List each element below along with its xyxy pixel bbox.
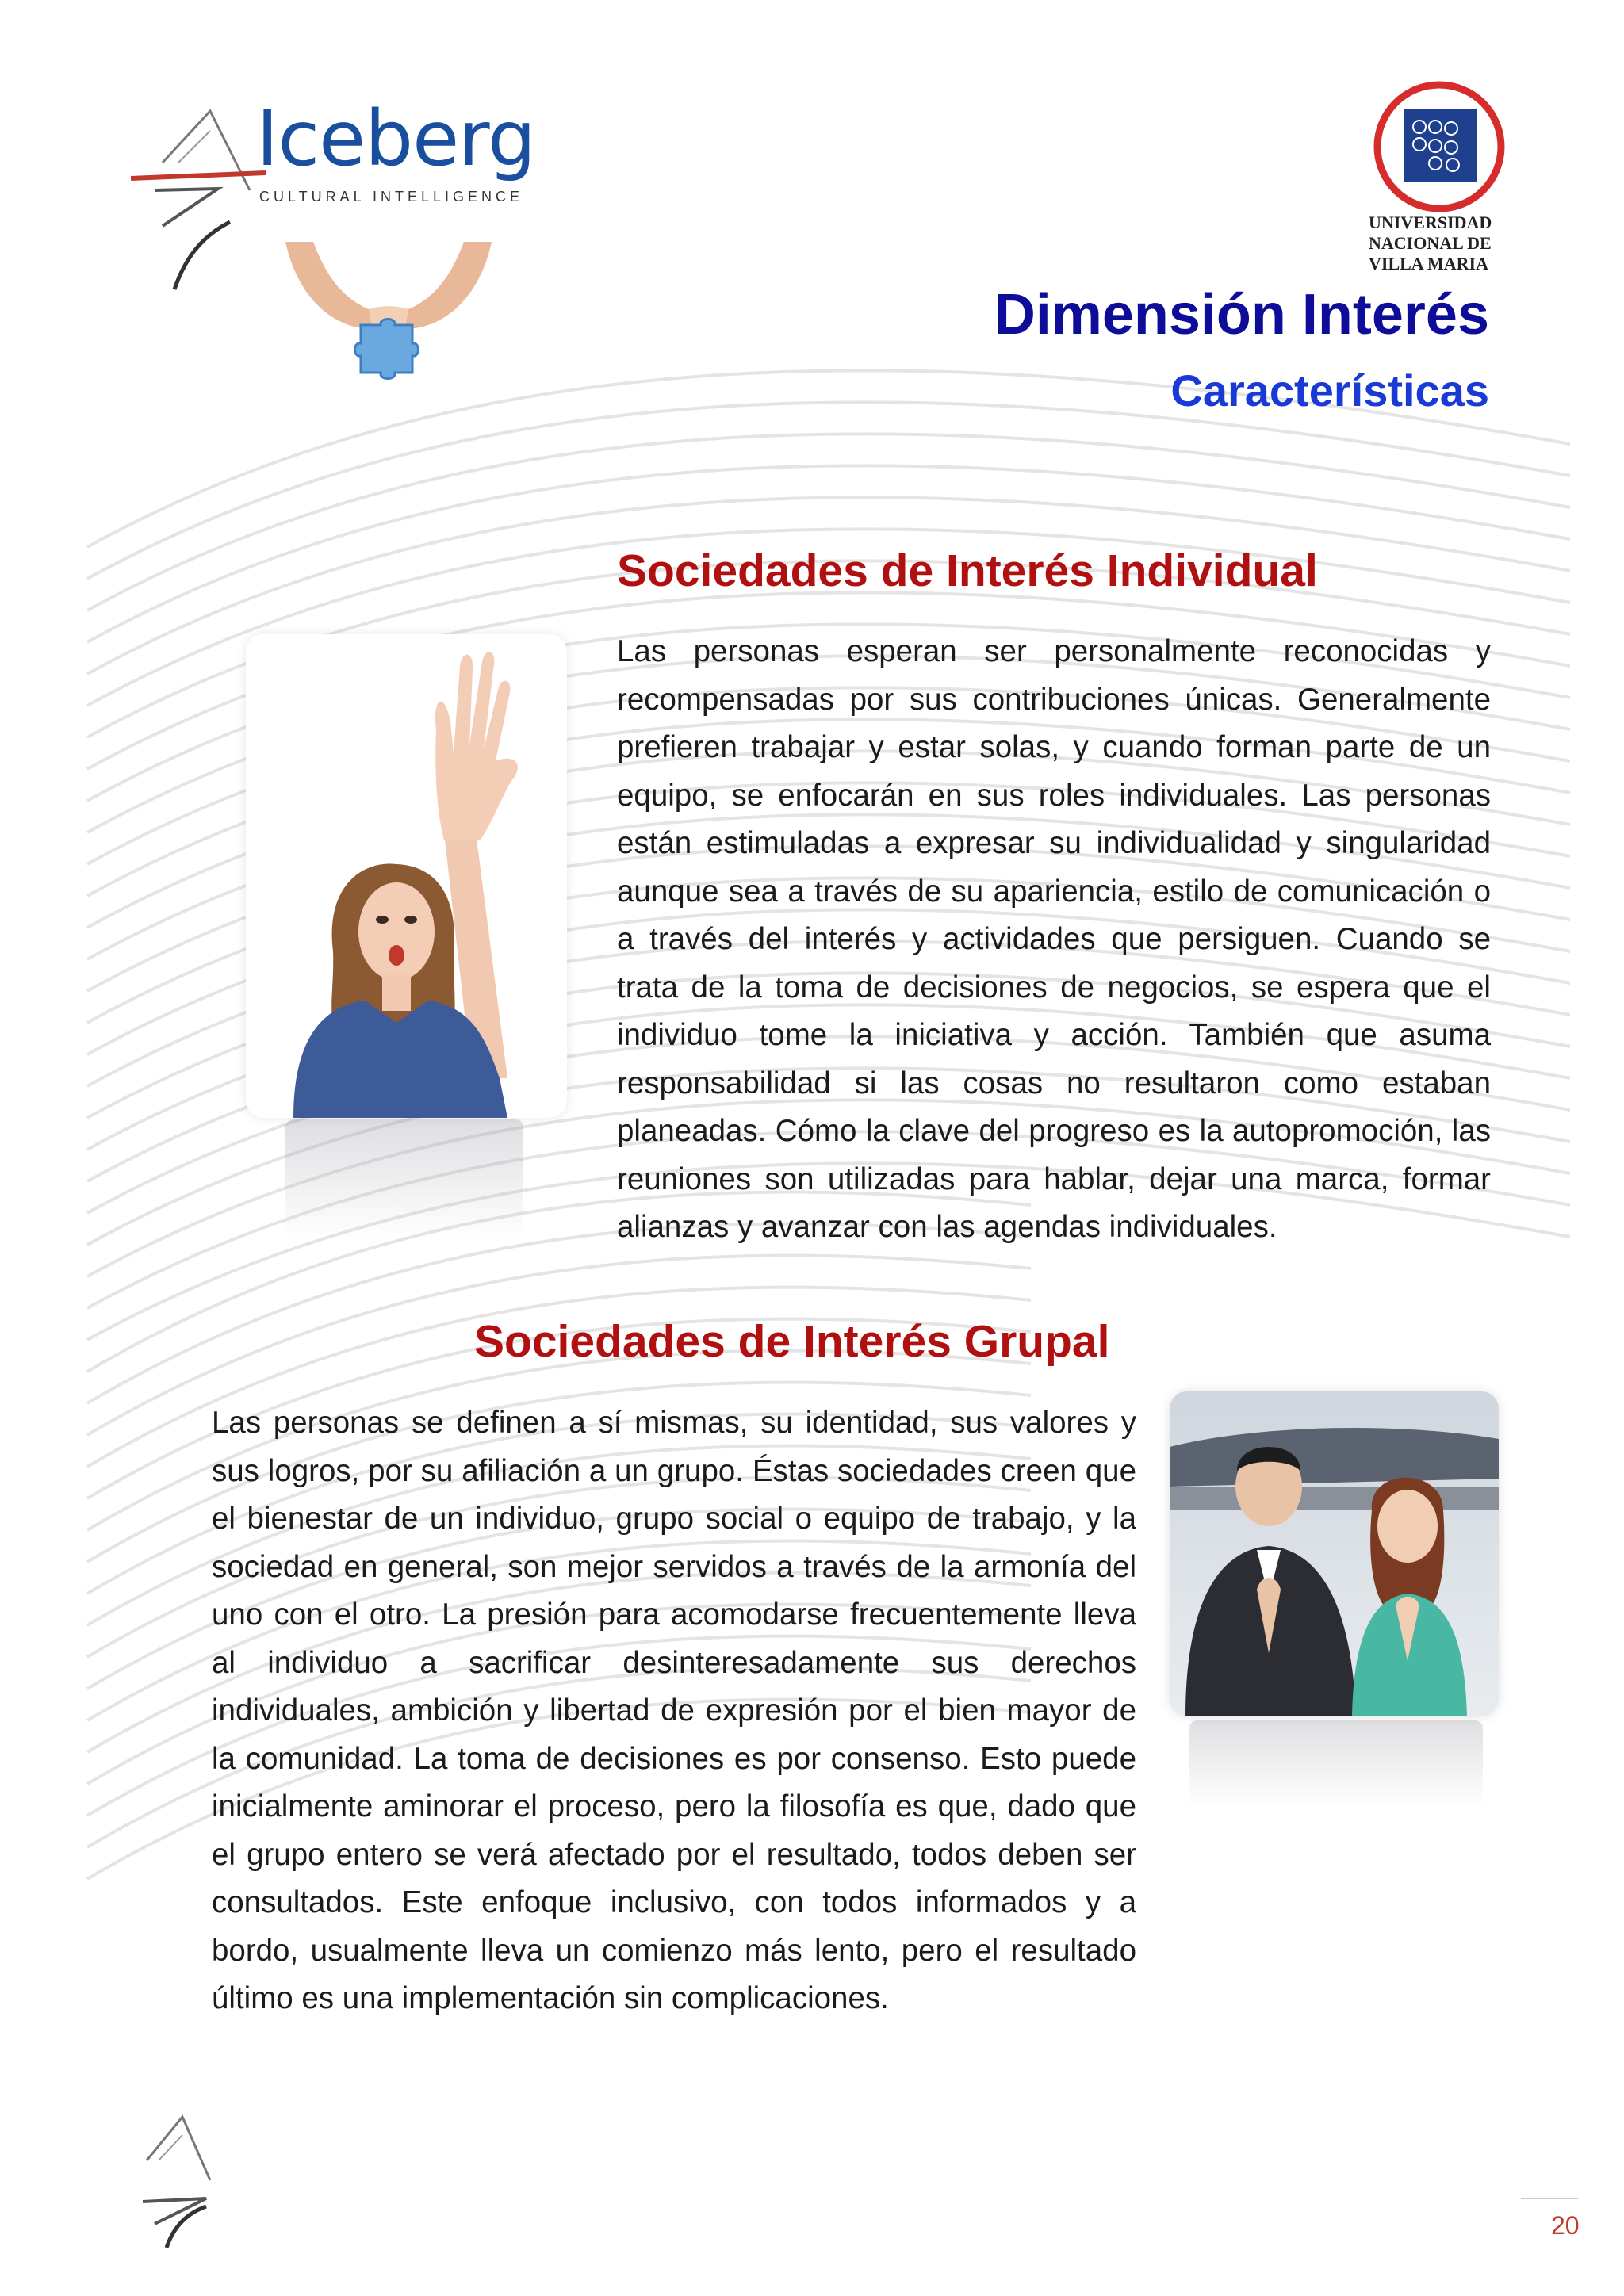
image-reflection: [1189, 1720, 1483, 1808]
image-reflection: [285, 1119, 523, 1238]
section-body-individual: Las personas esperan ser personalmente reconocidas y recompensadas por sus contribuciones únicas. Generalmente prefieren trabajar y estar solas, y cuando forman parte de un equipo, se enfocarán en sus roles individuales. Las personas están estimuladas a expresar su individualidad y singularidad aunque sea a través de su apariencia, estilo de comunicación o a través del interés y actividades que persiguen. Cuando se trata de la toma de decisiones de negocios, se espera que el individuo tome la iniciativa y acción. También que asuma responsabilidad si las cosas no resultaron como estaban planeadas. Cómo la clave del progreso es la autopromoción, las reuniones son utilizadas para hablar, dejar una marca, formar alianzas y avanzar con las agendas individuales.: [617, 634, 1491, 1244]
university-line: UNIVERSIDAD: [1369, 212, 1492, 232]
page-subtitle: Características: [1170, 365, 1489, 415]
university-seal-icon: [1372, 79, 1507, 214]
university-name: [1369, 212, 1519, 274]
iceberg-mark-icon: [131, 95, 266, 301]
section-heading-individual: Sociedades de Interés Individual: [617, 545, 1318, 596]
section-heading-group: Sociedades de Interés Grupal: [474, 1316, 1110, 1367]
puzzle-piece-icon: [355, 320, 419, 379]
hand-puzzle-illustration: [278, 242, 500, 392]
logo-tagline: CULTURAL INTELLIGENCE: [259, 189, 524, 205]
university-line: VILLA MARIA: [1369, 254, 1488, 274]
praying-couple-image: [1170, 1391, 1499, 1716]
university-line: NACIONAL DE: [1369, 233, 1492, 253]
page-number: 20: [1551, 2211, 1580, 2240]
section-body-group: Las personas se definen a sí mismas, su identidad, sus valores y sus logros, por su afiliación a un grupo. Éstas sociedades creen que el bienestar de un individuo, grupo social o equipo de trabajo, y la sociedad en general, son mejor servidos a través de la armonía del uno con el otro. La presión para acomodarse frecuentemente lleva al individuo a sacrificar desinteresadamente sus derechos individuales, ambición y libertad de expresión por el bien mayor de la comunidad. La toma de decisiones es por consenso. Esto puede inicialmente aminorar el proceso, pero la filosofía es que, dado que el grupo entero se verá afectado por el resultado, todos deben ser consultados. Este enfoque inclusivo, con todos informados y a bordo, usualmente lleva un comienzo más lento, pero el resultado último es una implementación sin complicaciones.: [212, 1406, 1136, 2015]
woman-raising-hand-image: [246, 634, 567, 1118]
logo-name: Iceberg: [256, 94, 535, 183]
university-logo: [1369, 79, 1511, 277]
page-number-rule: [1521, 2198, 1578, 2199]
page-title: Dimensión Interés: [994, 283, 1489, 346]
footer-divider: [127, 2105, 1538, 2263]
